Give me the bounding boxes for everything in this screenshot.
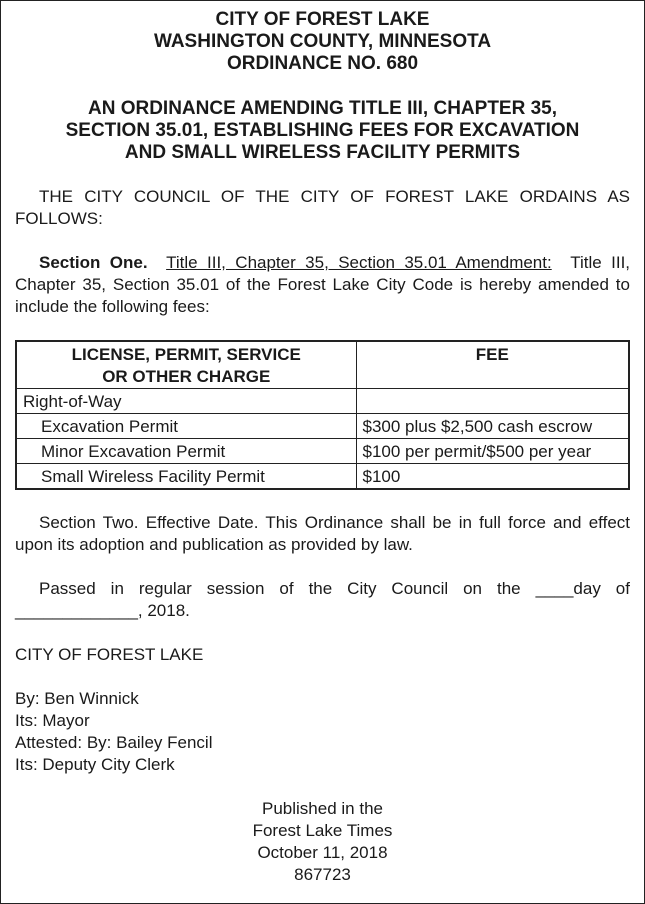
table-row xyxy=(16,439,629,464)
fee-table-header-charge xyxy=(16,341,356,389)
permit-cell: Small Wireless Facility Permit xyxy=(16,464,356,490)
category-fee-cell xyxy=(356,389,629,414)
attested-by: Attested: By: Bailey Fencil xyxy=(15,733,213,752)
publication-info xyxy=(15,798,630,886)
fee-cell: $100 xyxy=(356,464,629,490)
table-row xyxy=(16,464,629,490)
city-signature-line: CITY OF FOREST LAKE xyxy=(15,645,204,664)
county-state: WASHINGTON COUNTY, MINNESOTA xyxy=(153,31,492,52)
attester-title: Its: Deputy City Clerk xyxy=(15,755,175,774)
publication-date: October 11, 2018 xyxy=(257,843,388,862)
signature-block xyxy=(15,688,630,776)
title-line-3: AND SMALL WIRELESS FACILITY PERMITS xyxy=(124,142,521,163)
city-name: CITY OF FOREST LAKE xyxy=(215,9,430,30)
publication-newspaper: Forest Lake Times xyxy=(252,821,393,840)
category-cell: Right-of-Way xyxy=(16,389,356,414)
header-charge-line-1: LICENSE, PERMIT, SERVICE xyxy=(71,345,301,364)
fee-cell: $100 per permit/$500 per year xyxy=(356,439,629,464)
section-one-heading: Title III, Chapter 35, Section 35.01 Amendment: xyxy=(166,253,552,272)
publication-id: 867723 xyxy=(294,865,351,884)
section-two: Section Two. Effective Date. This Ordinance shall be in full force and effect upon its adoption and publication as provided by law. xyxy=(15,513,630,554)
title-line-1: AN ORDINANCE AMENDING TITLE III, CHAPTER 35, xyxy=(87,98,558,119)
signer-title: Its: Mayor xyxy=(15,711,90,730)
table-row-category xyxy=(16,389,629,414)
fee-table-header-row xyxy=(16,341,629,389)
publication-line-1: Published in the xyxy=(262,799,383,818)
ordinance-title xyxy=(15,98,630,164)
ordinance-number: ORDINANCE NO. 680 xyxy=(226,53,419,74)
fee-cell: $300 plus $2,500 cash escrow xyxy=(356,414,629,439)
section-one-label: Section One. xyxy=(39,253,148,272)
council-statement: THE CITY COUNCIL OF THE CITY OF FOREST LAKE ORDAINS AS FOLLOWS: xyxy=(15,187,630,228)
fee-table xyxy=(15,340,630,490)
section-one-body: Title III, Chapter 35, Section 35.01 of the Forest Lake City Code is hereby amended to include the following fees: xyxy=(15,253,631,316)
signed-by: By: Ben Winnick xyxy=(15,689,139,708)
notice-header xyxy=(15,9,630,75)
header-charge-line-2: OR OTHER CHARGE xyxy=(102,367,271,386)
passed-statement: Passed in regular session of the City Council on the ____day of _____________, 2018. xyxy=(15,579,630,620)
section-one xyxy=(15,252,630,318)
permit-cell: Excavation Permit xyxy=(16,414,356,439)
permit-cell: Minor Excavation Permit xyxy=(16,439,356,464)
table-row xyxy=(16,414,629,439)
fee-table-header-fee: FEE xyxy=(356,341,629,389)
title-line-2: SECTION 35.01, ESTABLISHING FEES FOR EXCAVATION xyxy=(65,120,580,141)
